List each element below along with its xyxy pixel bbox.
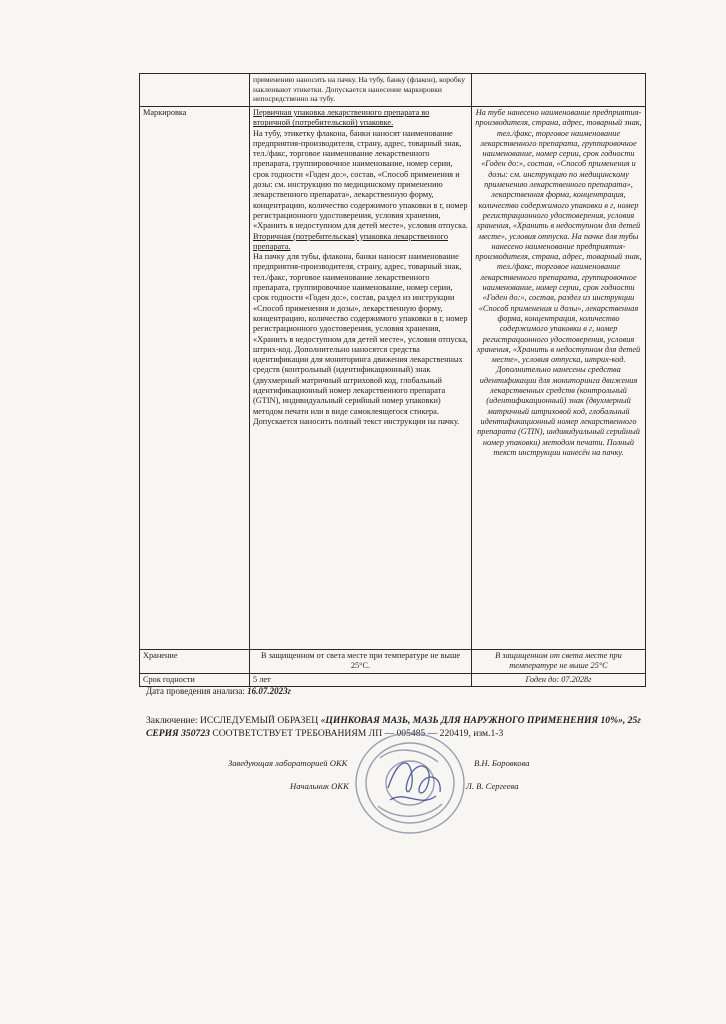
analysis-date [146, 686, 291, 696]
marking-result-text: На тубе нанесено наименование предприятия-производителя, страна, адрес, товарный знак, тел./факс, торговое наименование лекарственного препарата, группировочное наименование, номер серии, срок годности «Годен до:», состав, «Способ применения и дозы: см. инструкцию по медицинскому применению лекарственного препарата», лекарственная форма, концентрация, количество содержимого упаковки в г, номер регистрационного удостоверения, условия хранения, «Хранить в недоступном для детей месте», условия отпуска. На пачке для тубы нанесено наименование предприятия-производителя, страна, адрес, товарный знак, тел./факс, торговое наименование лекарственного препарата, группировочное наименование, номер серии, срок годности «Годен до:», состав, раздел из инструкции «Способ применения и дозы», лекарственная форма, концентрация, количество содержимого упаковки в г, номер регистрационного удостоверения, условия хранения, «Хранить в недоступном для детей месте», условия отпуска, штрих-код. Дополнительно нанесены средства идентификации для мониторинга движения лекарственных средств (контрольный (идентификационный) знак (двухмерный матричный штриховой код, глобальный идентификационный номер лекарственного препарата (GTIN), индивидуальный серийный номер упаковки) методом печати. Полный текст инструкции нанесён на пачку. [475, 108, 642, 457]
storage-requirement: В защищенном от света месте при температуре не выше 25°С. [250, 650, 472, 674]
signature-icon [388, 763, 440, 800]
table-row [140, 107, 646, 650]
storage-result: В защищенном от света месте при температуре не выше 25°С [495, 651, 622, 671]
head-lab-title: Заведующая лабораторией ОКК [228, 758, 348, 768]
row-label-marking: Маркировка [140, 107, 250, 650]
table-cell [472, 74, 646, 107]
expiry-result-cell [472, 674, 646, 687]
marking-requirement-cell [250, 107, 472, 650]
row-label-storage: Хранение [140, 650, 250, 674]
secondary-package-heading: Вторичная (потребительская) упаковка лекарственного препарата. [253, 231, 448, 251]
primary-package-text: На тубу, этикетку флакона, банки наносят наименование предприятия-производителя, страну, адрес, товарный знак, тел./факс, торговое наименование лекарственного препарата, группировочное наименование, номер серии, срок годности «Годен до:», состав, «Способ применения и дозы: см. инструкцию по медицинскому применению лекарственного препарата», лекарственную форму, концентрацию, количество содержимого упаковки в г, номер регистрационного удостоверения, условия хранения, «Хранить в недоступном для детей месте», условия отпуска. [253, 128, 468, 231]
table-cell: применению наносить на пачку. На тубу, банку (флакон), коробку наклеивают этикетки. Допускается нанесение маркировки непосредственно на тубу. [250, 74, 472, 107]
storage-result-cell [472, 650, 646, 674]
table-cell [140, 74, 250, 107]
secondary-package-text: На пачку для тубы, флакона, банки наносят наименование предприятия-производителя, страну, адрес, товарный знак, тел./факс, торговое наименование лекарственного препарата, группировочное наименование, номер серии, срок годности «Годен до:», состав, раздел из инструкции «Способ применения и дозы», лекарственную форму, концентрацию, количество содержимого упаковки в г, номер регистрационного удостоверения, условия хранения, «Хранить в недоступном для детей месте», условия отпуска, штрих-код. Дополнительно наносятся средства идентификации для мониторинга движения лекарственных средств (контрольный (идентификационный) знак (двухмерный матричный штриховой код, глобальный идентификационный номер лекарственного препарата (GTIN), индивидуальный серийный номер упаковки) методом печати или в виде самоклеящегося стикера. Допускается наносить полный текст инструкции на пачку. [253, 252, 468, 426]
marking-result-cell [472, 107, 646, 650]
expiry-result: Годен до: 07.2028г [525, 675, 592, 684]
stamp-seal-icon [350, 728, 470, 838]
table-row [140, 650, 646, 674]
head-dept-name: Л. В. Сергеева [466, 781, 519, 791]
analysis-table [139, 73, 646, 687]
expiry-requirement: 5 лет [250, 674, 472, 687]
head-dept-title: Начальник ОКК [290, 781, 349, 791]
conclusion-prefix: Заключение: ИССЛЕДУЕМЫЙ ОБРАЗЕЦ « [146, 715, 326, 726]
table-row [140, 674, 646, 687]
analysis-date-value: 16.07.2023г [247, 686, 291, 696]
head-lab-name: В.Н. Боровкова [474, 758, 530, 768]
conclusion-suffix: СООТВЕТСТВУЕТ ТРЕБОВАНИЯМ ЛП — 005485 — 220419, изм.1-3 [209, 727, 504, 739]
primary-package-heading: Первичная упаковка лекарственного препарата во вторичной (потребительской) упаковке. [253, 108, 430, 128]
analysis-date-label: Дата проведения анализа: [146, 686, 245, 696]
conclusion-sample: ЦИНКОВАЯ МАЗЬ, МАЗЬ ДЛЯ НАРУЖНОГО ПРИМЕНЕНИЯ 10%», 25г СЕРИЯ 350723 [146, 715, 641, 739]
row-label-expiry: Срок годности [140, 674, 250, 687]
table-row [140, 74, 646, 107]
